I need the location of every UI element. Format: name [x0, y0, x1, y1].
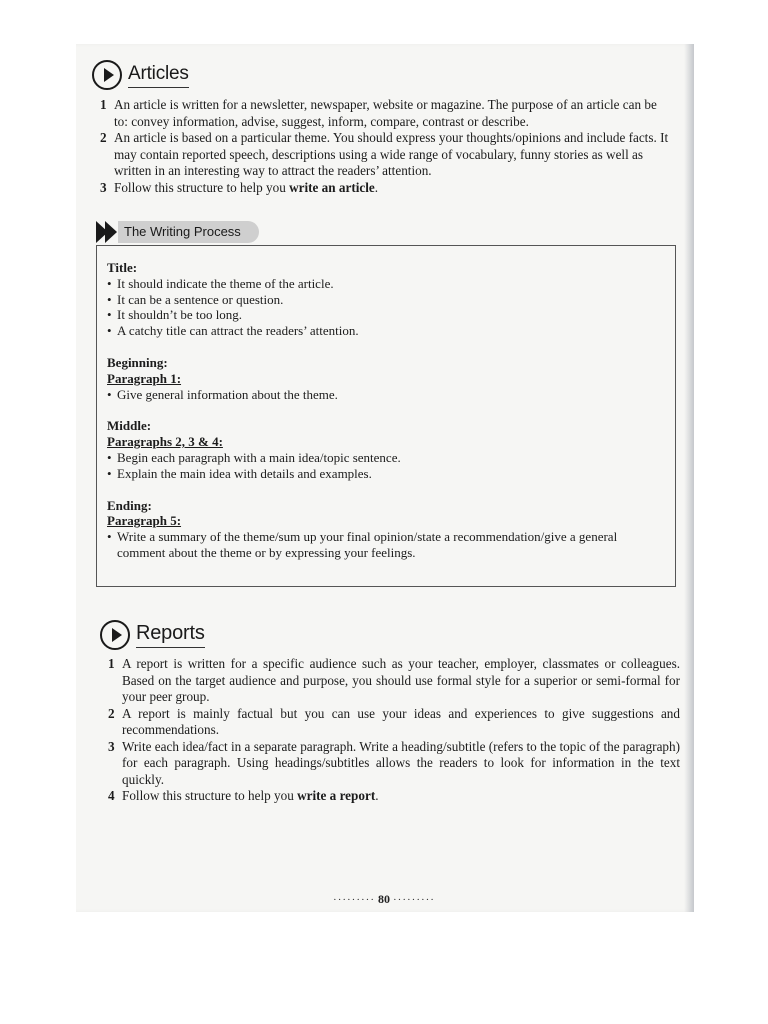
writing-process-banner — [96, 220, 259, 244]
list-item: • Begin each paragraph with a main idea/topic sentence. — [107, 450, 667, 466]
list-item: 1 An article is written for a newsletter, newspaper, website or magazine. The purpose of an article can be to: convey information, advise, suggest, inform, compare, contrast or describe. — [100, 97, 657, 129]
list-item: 2 A report is mainly factual but you can use your ideas and experiences to give suggestions and recommendations. — [108, 705, 680, 737]
middle-bullets — [107, 450, 667, 482]
title-bullets — [107, 276, 667, 339]
reports-title: Reports — [136, 622, 205, 648]
list-item: 1 A report is written for a specific audience such as your teacher, employer, classmates or colleagues. Based on the target audience and purpose, you should use formal style for a superior or semi-formal for your peer group. — [108, 656, 680, 704]
reports-heading — [100, 620, 205, 650]
list-item: • Explain the main idea with details and examples. — [107, 466, 667, 482]
list-item: 3 Write each idea/fact in a separate paragraph. Write a heading/subtitle (refers to the topic of the paragraph) for each paragraph. Using headings/subtitles allows the readers to look for information in the text quickly. — [108, 738, 680, 787]
beginning-label: Beginning: — [107, 354, 168, 370]
footer-dots-right: ········· — [393, 894, 435, 906]
chevron-right-circle-icon — [92, 60, 122, 90]
middle-paragraph-label: Paragraphs 2, 3 & 4: — [107, 434, 223, 450]
writing-process-title: The Writing Process — [118, 221, 259, 243]
list-item: 4 Follow this structure to help you write a report. — [108, 788, 379, 803]
ending-bullets — [107, 529, 667, 561]
list-item: • A catchy title can attract the readers’ attention. — [107, 323, 667, 339]
list-item: • Write a summary of the theme/sum up your final opinion/state a recommendation/give a general comment about the theme or by expressing your feelings. — [107, 529, 667, 561]
list-item: • It shouldn’t be too long. — [107, 307, 667, 323]
list-item: • It should indicate the theme of the article. — [107, 276, 667, 292]
beginning-paragraph-label: Paragraph 1: — [107, 370, 182, 386]
ending-paragraph-label: Paragraph 5: — [107, 513, 182, 529]
middle-label: Middle: — [107, 418, 152, 434]
chevron-right-circle-icon — [100, 620, 130, 650]
writing-process-box — [96, 245, 676, 587]
title-label: Title: — [107, 260, 138, 275]
reports-list — [108, 656, 680, 805]
page-number: 80 — [378, 892, 390, 906]
page-footer — [0, 892, 768, 907]
list-item: 3 Follow this structure to help you write an article. — [100, 179, 379, 195]
list-item: 2 An article is based on a particular theme. You should express your thoughts/opinions and include facts. It may contain reported speech, descriptions using a wide range of vocabulary, funny stories as well as written in an interesting way to attract the readers’ attention. — [100, 130, 669, 178]
list-item: • It can be a sentence or question. — [107, 292, 667, 308]
beginning-bullets — [107, 387, 667, 403]
footer-dots-left: ········· — [333, 894, 375, 906]
articles-heading — [92, 60, 189, 90]
ending-label: Ending: — [107, 497, 152, 513]
articles-title: Articles — [128, 63, 189, 88]
double-chevron-icon — [96, 221, 114, 243]
articles-list — [100, 97, 674, 196]
list-item: • Give general information about the theme. — [107, 387, 667, 403]
